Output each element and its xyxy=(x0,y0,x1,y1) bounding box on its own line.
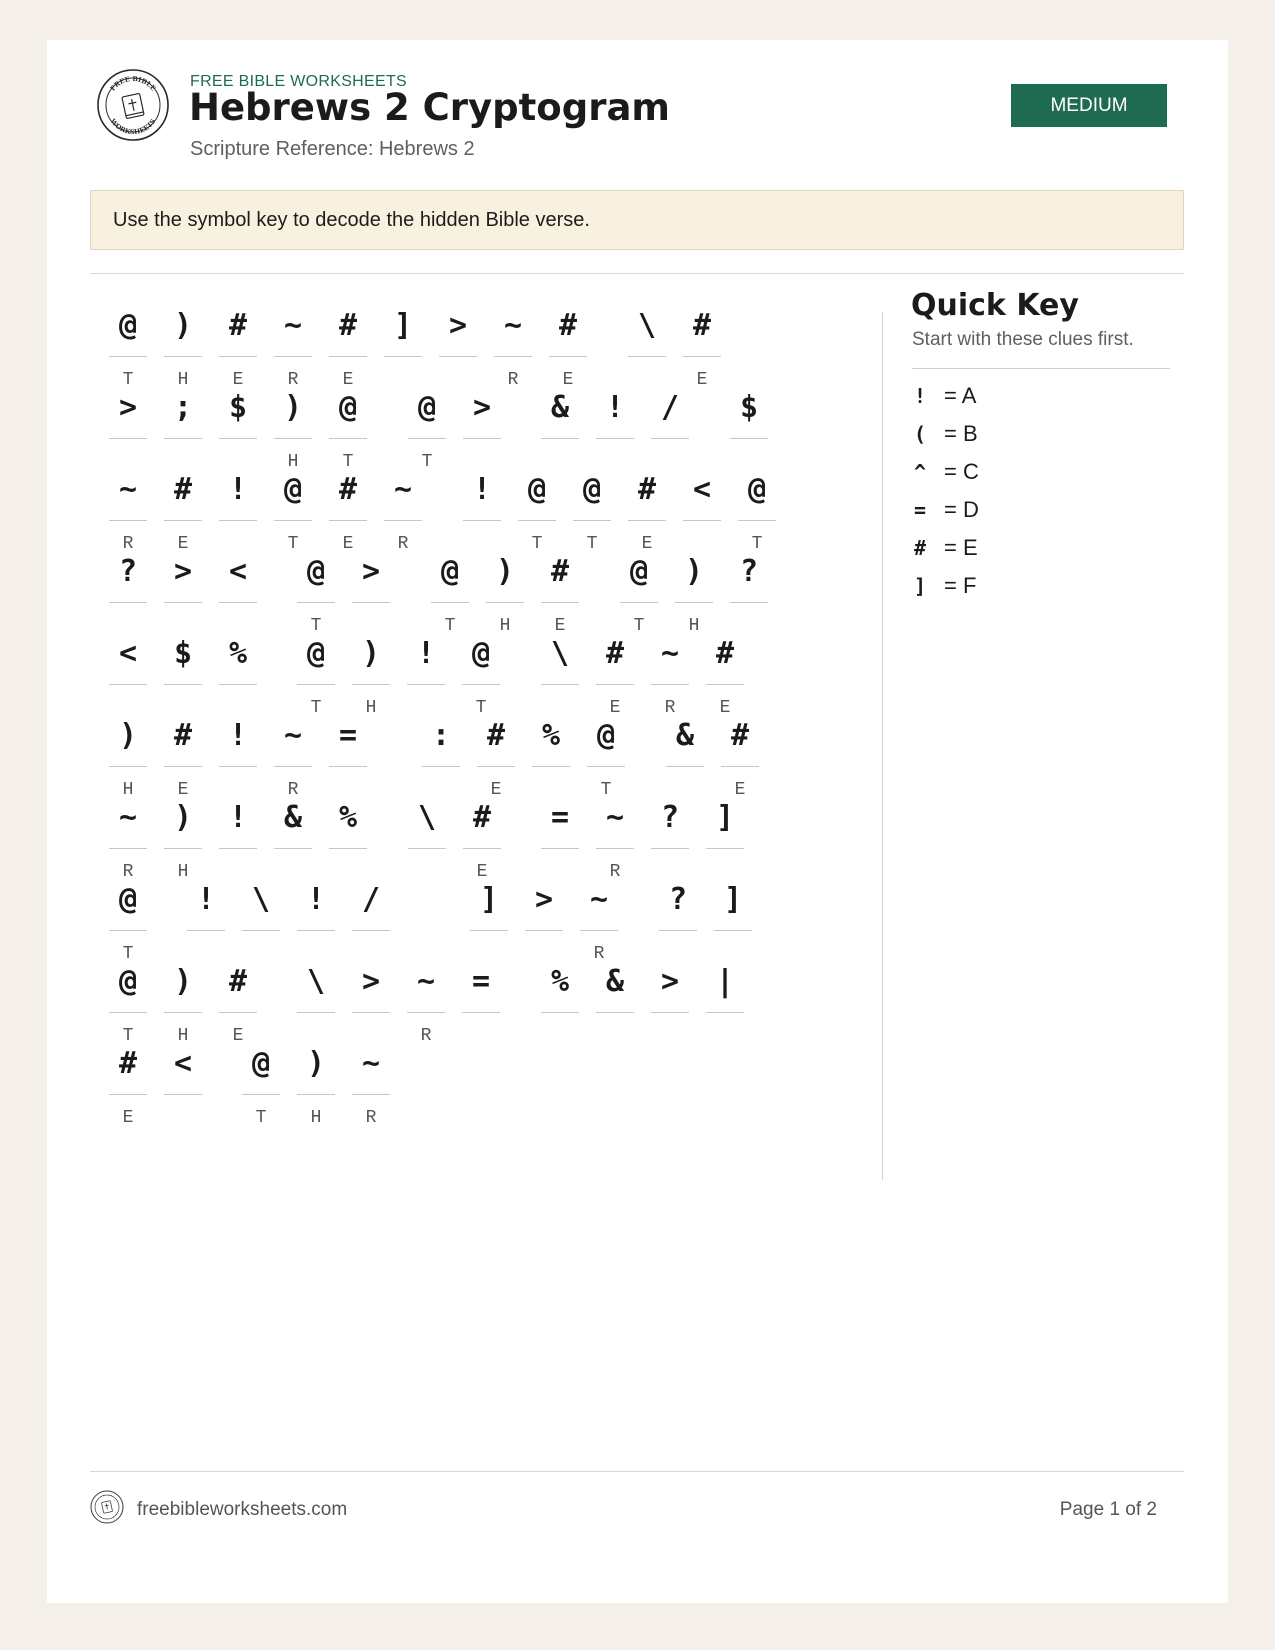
hint-letter: H xyxy=(499,616,511,636)
answer-blank[interactable] xyxy=(384,520,422,521)
cipher-symbol: \ xyxy=(637,308,657,343)
answer-blank[interactable] xyxy=(486,602,524,603)
answer-blank[interactable] xyxy=(164,602,202,603)
hint-letter: T xyxy=(122,1026,134,1046)
key-letter: = E xyxy=(944,535,978,560)
key-symbol: ( xyxy=(913,422,927,446)
hint-letter: E xyxy=(641,534,653,554)
answer-blank[interactable] xyxy=(596,1012,634,1013)
answer-blank[interactable] xyxy=(541,848,579,849)
cipher-symbol: ! xyxy=(228,472,248,507)
cipher-symbol: ] xyxy=(715,800,735,835)
answer-blank[interactable] xyxy=(109,848,147,849)
cipher-symbol: ! xyxy=(306,882,326,917)
answer-blank[interactable] xyxy=(219,848,257,849)
answer-blank[interactable] xyxy=(329,848,367,849)
answer-blank[interactable] xyxy=(408,848,446,849)
hint-letter: E xyxy=(476,862,488,882)
logo-text-bottom: WORKSHEETS xyxy=(108,117,158,137)
cipher-symbol: % xyxy=(550,964,570,999)
key-symbol: = xyxy=(913,498,927,522)
cipher-symbol: # xyxy=(472,800,492,835)
hint-letter: H xyxy=(122,780,134,800)
cipher-symbol: > xyxy=(118,390,138,425)
hint-letter: H xyxy=(365,698,377,718)
cipher-symbol: ! xyxy=(416,636,436,671)
answer-blank[interactable] xyxy=(164,1012,202,1013)
answer-blank[interactable] xyxy=(541,602,579,603)
answer-blank[interactable] xyxy=(532,766,570,767)
cipher-symbol: @ xyxy=(306,554,326,589)
answer-blank[interactable] xyxy=(721,766,759,767)
answer-blank[interactable] xyxy=(683,356,721,357)
cipher-symbol: # xyxy=(558,308,578,343)
answer-blank[interactable] xyxy=(580,930,618,931)
answer-blank[interactable] xyxy=(477,766,515,767)
answer-blank[interactable] xyxy=(219,438,257,439)
cipher-symbol: # xyxy=(173,718,193,753)
answer-blank[interactable] xyxy=(164,438,202,439)
answer-blank[interactable] xyxy=(352,602,390,603)
cipher-symbol: ) xyxy=(684,554,704,589)
cipher-symbol: ) xyxy=(173,964,193,999)
key-symbol: ] xyxy=(913,574,927,598)
key-entry xyxy=(912,457,1112,487)
answer-blank[interactable] xyxy=(549,356,587,357)
cipher-symbol: @ xyxy=(747,472,767,507)
answer-blank[interactable] xyxy=(384,356,422,357)
answer-blank[interactable] xyxy=(274,520,312,521)
answer-blank[interactable] xyxy=(297,1012,335,1013)
hint-letter: E xyxy=(232,1026,244,1046)
answer-blank[interactable] xyxy=(683,520,721,521)
hint-letter: E xyxy=(554,616,566,636)
key-entry xyxy=(912,571,1112,601)
key-symbol: ^ xyxy=(913,460,927,484)
cipher-symbol: > xyxy=(472,390,492,425)
answer-blank[interactable] xyxy=(219,1012,257,1013)
answer-blank[interactable] xyxy=(352,930,390,931)
answer-blank[interactable] xyxy=(494,356,532,357)
hint-letter: T xyxy=(122,370,134,390)
cipher-symbol: # xyxy=(486,718,506,753)
cipher-symbol: $ xyxy=(739,390,759,425)
answer-blank[interactable] xyxy=(109,520,147,521)
hint-letter: E xyxy=(609,698,621,718)
answer-blank[interactable] xyxy=(518,520,556,521)
cipher-symbol: ~ xyxy=(589,882,609,917)
answer-blank[interactable] xyxy=(651,848,689,849)
cipher-symbol: ~ xyxy=(503,308,523,343)
cipher-symbol: # xyxy=(550,554,570,589)
page-number: Page 1 of 2 xyxy=(1059,1499,1157,1520)
key-letter: = D xyxy=(944,497,979,522)
cipher-symbol: # xyxy=(692,308,712,343)
brand-label: FREE BIBLE WORKSHEETS xyxy=(190,73,408,90)
answer-blank[interactable] xyxy=(352,1094,390,1095)
hint-letter: R xyxy=(397,534,409,554)
instructions-text: Use the symbol key to decode the hidden Bible verse. xyxy=(113,208,590,231)
answer-blank[interactable] xyxy=(620,602,658,603)
cipher-symbol: > xyxy=(660,964,680,999)
answer-blank[interactable] xyxy=(628,356,666,357)
hint-letter: R xyxy=(287,370,299,390)
cipher-symbol: ! xyxy=(472,472,492,507)
answer-blank[interactable] xyxy=(730,438,768,439)
answer-blank[interactable] xyxy=(274,356,312,357)
key-letter: = F xyxy=(944,573,977,598)
cipher-symbol: / xyxy=(660,390,680,425)
cipher-symbol: # xyxy=(338,308,358,343)
hint-letter: H xyxy=(287,452,299,472)
cipher-symbol: @ xyxy=(306,636,326,671)
cipher-symbol: # xyxy=(118,1046,138,1081)
cipher-symbol: $ xyxy=(173,636,193,671)
cipher-symbol: ! xyxy=(605,390,625,425)
cipher-symbol: @ xyxy=(251,1046,271,1081)
cipher-symbol: ? xyxy=(668,882,688,917)
key-letter: = A xyxy=(944,383,977,408)
cipher-symbol: < xyxy=(118,636,138,671)
hint-letter: T xyxy=(586,534,598,554)
cipher-symbol: ) xyxy=(495,554,515,589)
answer-blank[interactable] xyxy=(164,356,202,357)
cipher-symbol: @ xyxy=(283,472,303,507)
cipher-symbol: @ xyxy=(596,718,616,753)
answer-blank[interactable] xyxy=(219,766,257,767)
cipher-symbol: % xyxy=(228,636,248,671)
answer-blank[interactable] xyxy=(109,438,147,439)
cipher-symbol: ~ xyxy=(361,1046,381,1081)
cipher-symbol: ! xyxy=(228,718,248,753)
answer-blank[interactable] xyxy=(706,684,744,685)
answer-blank[interactable] xyxy=(730,602,768,603)
cipher-symbol: < xyxy=(228,554,248,589)
hint-letter: R xyxy=(507,370,519,390)
answer-blank[interactable] xyxy=(439,356,477,357)
cipher-symbol: @ xyxy=(582,472,602,507)
answer-blank[interactable] xyxy=(706,848,744,849)
cipher-symbol: < xyxy=(692,472,712,507)
cipher-symbol: @ xyxy=(440,554,460,589)
answer-blank[interactable] xyxy=(714,930,752,931)
hint-letter: T xyxy=(751,534,763,554)
cipher-symbol: @ xyxy=(629,554,649,589)
answer-blank[interactable] xyxy=(628,520,666,521)
footer-divider xyxy=(90,1471,1184,1472)
answer-blank[interactable] xyxy=(651,438,689,439)
answer-blank[interactable] xyxy=(297,930,335,931)
cipher-symbol: = xyxy=(550,800,570,835)
cipher-symbol: & xyxy=(550,390,570,425)
hint-letter: T xyxy=(310,698,322,718)
answer-blank[interactable] xyxy=(219,520,257,521)
cipher-symbol: \ xyxy=(417,800,437,835)
cipher-symbol: # xyxy=(730,718,750,753)
page-title: Hebrews 2 Cryptogram xyxy=(189,86,670,129)
cipher-symbol: \ xyxy=(550,636,570,671)
cipher-symbol: = xyxy=(338,718,358,753)
cipher-symbol: | xyxy=(715,964,735,999)
cipher-symbol: # xyxy=(338,472,358,507)
answer-blank[interactable] xyxy=(297,602,335,603)
cipher-symbol: # xyxy=(228,308,248,343)
cipher-symbol: & xyxy=(283,800,303,835)
cipher-symbol: @ xyxy=(118,964,138,999)
hint-letter: E xyxy=(696,370,708,390)
hint-letter: T xyxy=(600,780,612,800)
answer-blank[interactable] xyxy=(164,848,202,849)
hint-letter: E xyxy=(562,370,574,390)
answer-blank[interactable] xyxy=(109,684,147,685)
hint-letter: E xyxy=(342,534,354,554)
answer-blank[interactable] xyxy=(297,684,335,685)
cipher-symbol: @ xyxy=(471,636,491,671)
hint-letter: E xyxy=(342,370,354,390)
cipher-symbol: ~ xyxy=(660,636,680,671)
cipher-symbol: > xyxy=(448,308,468,343)
cipher-symbol: ] xyxy=(479,882,499,917)
cipher-symbol: ) xyxy=(118,718,138,753)
cipher-symbol: % xyxy=(541,718,561,753)
answer-blank[interactable] xyxy=(463,438,501,439)
answer-blank[interactable] xyxy=(573,520,611,521)
key-entry xyxy=(912,495,1112,525)
cipher-symbol: @ xyxy=(118,882,138,917)
hint-letter: E xyxy=(177,780,189,800)
answer-blank[interactable] xyxy=(219,684,257,685)
cipher-symbol: $ xyxy=(228,390,248,425)
answer-blank[interactable] xyxy=(463,520,501,521)
quick-key-divider xyxy=(912,368,1170,369)
cipher-symbol: ] xyxy=(393,308,413,343)
answer-blank[interactable] xyxy=(109,356,147,357)
answer-blank[interactable] xyxy=(274,766,312,767)
hint-letter: E xyxy=(177,534,189,554)
answer-blank[interactable] xyxy=(219,602,257,603)
hint-letter: E xyxy=(734,780,746,800)
hint-letter: T xyxy=(310,616,322,636)
cipher-symbol: ) xyxy=(283,390,303,425)
cipher-symbol: & xyxy=(675,718,695,753)
cipher-symbol: & xyxy=(605,964,625,999)
footer-site-link[interactable]: freebibleworksheets.com xyxy=(137,1499,348,1520)
cipher-symbol: > xyxy=(173,554,193,589)
answer-blank[interactable] xyxy=(407,684,445,685)
hint-letter: E xyxy=(122,1108,134,1128)
cipher-symbol: ? xyxy=(118,554,138,589)
cipher-symbol: ~ xyxy=(416,964,436,999)
hint-letter: R xyxy=(287,780,299,800)
answer-blank[interactable] xyxy=(706,1012,744,1013)
hint-letter: R xyxy=(365,1108,377,1128)
cipher-symbol: # xyxy=(637,472,657,507)
answer-blank[interactable] xyxy=(541,1012,579,1013)
cipher-symbol: @ xyxy=(118,308,138,343)
cipher-symbol: ) xyxy=(361,636,381,671)
scripture-reference: Scripture Reference: Hebrews 2 xyxy=(190,138,475,160)
answer-blank[interactable] xyxy=(462,684,500,685)
cipher-symbol: @ xyxy=(338,390,358,425)
answer-blank[interactable] xyxy=(164,766,202,767)
answer-blank[interactable] xyxy=(407,1012,445,1013)
cipher-symbol: ) xyxy=(173,800,193,835)
hint-letter: R xyxy=(609,862,621,882)
cipher-symbol: ? xyxy=(660,800,680,835)
answer-blank[interactable] xyxy=(352,1012,390,1013)
hint-letter: R xyxy=(664,698,676,718)
cryptogram-puzzle xyxy=(47,40,907,1180)
answer-blank[interactable] xyxy=(596,684,634,685)
hint-letter: E xyxy=(232,370,244,390)
answer-blank[interactable] xyxy=(274,438,312,439)
answer-blank[interactable] xyxy=(109,930,147,931)
answer-blank[interactable] xyxy=(109,766,147,767)
hint-letter: R xyxy=(122,862,134,882)
answer-blank[interactable] xyxy=(329,766,367,767)
hint-letter: H xyxy=(310,1108,322,1128)
cipher-symbol: < xyxy=(173,1046,193,1081)
cipher-symbol: @ xyxy=(527,472,547,507)
cipher-symbol: = xyxy=(471,964,491,999)
key-letter: = B xyxy=(944,421,978,446)
quick-key-title: Quick Key xyxy=(911,288,1079,323)
cipher-symbol: > xyxy=(534,882,554,917)
answer-blank[interactable] xyxy=(596,848,634,849)
answer-blank[interactable] xyxy=(666,766,704,767)
answer-blank[interactable] xyxy=(109,1012,147,1013)
cipher-symbol: > xyxy=(361,964,381,999)
cipher-symbol: ~ xyxy=(393,472,413,507)
cipher-symbol: : xyxy=(431,718,451,753)
answer-blank[interactable] xyxy=(470,930,508,931)
hint-letter: H xyxy=(688,616,700,636)
cipher-symbol: ~ xyxy=(283,308,303,343)
answer-blank[interactable] xyxy=(109,1094,147,1095)
answer-blank[interactable] xyxy=(164,520,202,521)
cipher-symbol: ? xyxy=(739,554,759,589)
cipher-symbol: / xyxy=(361,882,381,917)
answer-blank[interactable] xyxy=(352,684,390,685)
hint-letter: T xyxy=(287,534,299,554)
hint-letter: T xyxy=(475,698,487,718)
cipher-symbol: ; xyxy=(173,390,193,425)
answer-blank[interactable] xyxy=(596,438,634,439)
cipher-symbol: > xyxy=(361,554,381,589)
quick-key-subtitle: Start with these clues first. xyxy=(912,329,1134,350)
difficulty-badge: MEDIUM xyxy=(1011,84,1167,127)
answer-blank[interactable] xyxy=(431,602,469,603)
answer-blank[interactable] xyxy=(109,602,147,603)
hint-letter: H xyxy=(177,1026,189,1046)
answer-blank[interactable] xyxy=(462,1012,500,1013)
hint-letter: T xyxy=(444,616,456,636)
answer-blank[interactable] xyxy=(329,520,367,521)
hint-letter: H xyxy=(177,370,189,390)
answer-blank[interactable] xyxy=(651,1012,689,1013)
key-letter: = C xyxy=(944,459,979,484)
cipher-symbol: ~ xyxy=(118,800,138,835)
answer-blank[interactable] xyxy=(675,602,713,603)
cipher-symbol: # xyxy=(715,636,735,671)
cipher-symbol: % xyxy=(338,800,358,835)
answer-blank[interactable] xyxy=(541,438,579,439)
answer-blank[interactable] xyxy=(587,766,625,767)
answer-blank[interactable] xyxy=(297,1094,335,1095)
answer-blank[interactable] xyxy=(463,848,501,849)
key-entry xyxy=(912,533,1112,563)
answer-blank[interactable] xyxy=(329,438,367,439)
answer-blank[interactable] xyxy=(187,930,225,931)
cipher-symbol: @ xyxy=(417,390,437,425)
worksheet-page xyxy=(47,40,1228,1603)
hint-letter: T xyxy=(421,452,433,472)
answer-blank[interactable] xyxy=(164,1094,202,1095)
hint-letter: R xyxy=(122,534,134,554)
cipher-symbol: ~ xyxy=(118,472,138,507)
logo-text-top: FREE BIBLE xyxy=(108,74,158,93)
cipher-symbol: ) xyxy=(306,1046,326,1081)
answer-blank[interactable] xyxy=(541,684,579,685)
answer-blank[interactable] xyxy=(219,356,257,357)
answer-blank[interactable] xyxy=(738,520,776,521)
cipher-symbol: ! xyxy=(228,800,248,835)
answer-blank[interactable] xyxy=(422,766,460,767)
key-symbol: # xyxy=(913,536,927,560)
column-divider xyxy=(882,312,883,1180)
cipher-symbol: ~ xyxy=(283,718,303,753)
key-symbol: ! xyxy=(913,384,927,408)
answer-blank[interactable] xyxy=(659,930,697,931)
cipher-symbol: ] xyxy=(723,882,743,917)
cipher-symbol: \ xyxy=(251,882,271,917)
hint-letter: T xyxy=(255,1108,267,1128)
cipher-symbol: \ xyxy=(306,964,326,999)
answer-blank[interactable] xyxy=(651,684,689,685)
answer-blank[interactable] xyxy=(525,930,563,931)
key-entry xyxy=(912,419,1112,449)
answer-blank[interactable] xyxy=(164,684,202,685)
hint-letter: E xyxy=(719,698,731,718)
cipher-symbol: # xyxy=(605,636,625,671)
cipher-symbol: ! xyxy=(196,882,216,917)
cipher-symbol: # xyxy=(228,964,248,999)
cipher-symbol: ) xyxy=(173,308,193,343)
hint-letter: R xyxy=(420,1026,432,1046)
answer-blank[interactable] xyxy=(408,438,446,439)
answer-blank[interactable] xyxy=(274,848,312,849)
key-entry xyxy=(912,381,1112,411)
hint-letter: H xyxy=(177,862,189,882)
hint-letter: T xyxy=(531,534,543,554)
hint-letter: T xyxy=(122,944,134,964)
hint-letter: R xyxy=(593,944,605,964)
footer-logo-icon xyxy=(90,1490,124,1524)
answer-blank[interactable] xyxy=(242,930,280,931)
cipher-symbol: # xyxy=(173,472,193,507)
hint-letter: T xyxy=(342,452,354,472)
hint-letter: T xyxy=(633,616,645,636)
answer-blank[interactable] xyxy=(329,356,367,357)
cipher-symbol: ~ xyxy=(605,800,625,835)
answer-blank[interactable] xyxy=(242,1094,280,1095)
hint-letter: E xyxy=(490,780,502,800)
